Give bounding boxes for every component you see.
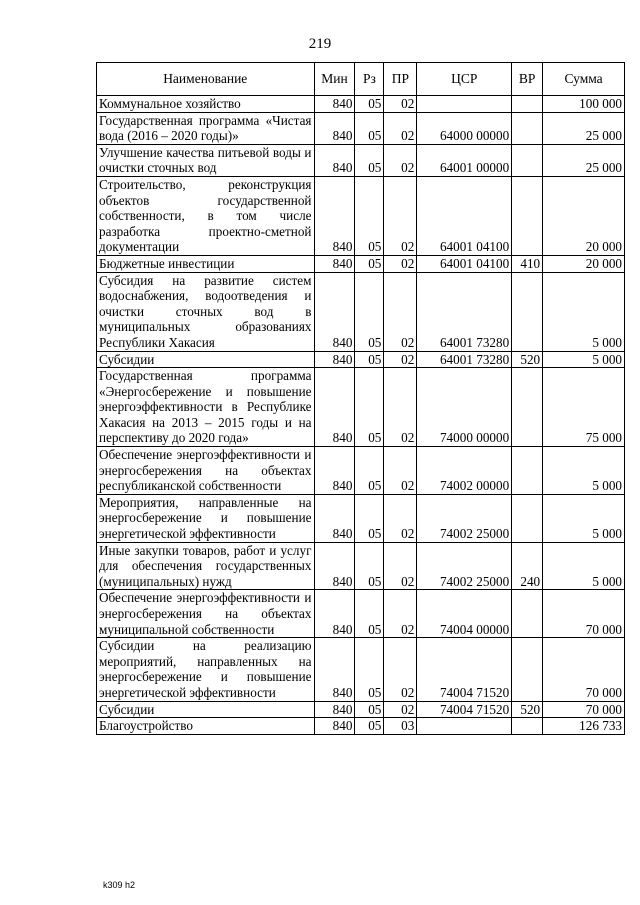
row-rz: 05	[355, 494, 384, 542]
row-rz: 05	[355, 351, 384, 368]
row-vr	[512, 718, 543, 735]
row-sum: 70 000	[543, 590, 625, 638]
row-sum: 5 000	[543, 542, 625, 590]
row-pr: 02	[384, 368, 417, 447]
row-rz: 05	[355, 701, 384, 718]
row-csr	[417, 96, 512, 113]
row-csr: 64001 04100	[417, 176, 512, 255]
row-csr: 74002 00000	[417, 447, 512, 495]
row-pr: 02	[384, 176, 417, 255]
row-name: Коммунальное хозяйство	[97, 96, 315, 113]
row-vr	[512, 272, 543, 351]
header-name: Наименование	[97, 63, 315, 96]
row-name: Субсидии на реализацию мероприятий, направленных на энергосбережение и повышение энергетической эффективности	[97, 638, 315, 701]
table-row	[97, 638, 625, 701]
page-number: 219	[308, 36, 332, 52]
row-min: 840	[314, 176, 355, 255]
row-sum: 5 000	[543, 494, 625, 542]
table-row	[97, 368, 625, 447]
row-min: 840	[314, 272, 355, 351]
row-csr: 64001 73280	[417, 272, 512, 351]
table-row	[97, 718, 625, 735]
table-row	[97, 255, 625, 272]
row-rz: 05	[355, 272, 384, 351]
row-vr	[512, 447, 543, 495]
budget-table	[96, 62, 625, 735]
table-row	[97, 590, 625, 638]
row-name: Субсидии	[97, 351, 315, 368]
row-rz: 05	[355, 255, 384, 272]
row-name: Государственная программа «Чистая вода (2016 – 2020 годы)»	[97, 112, 315, 144]
row-vr	[512, 590, 543, 638]
row-csr: 74000 00000	[417, 368, 512, 447]
row-min: 840	[314, 701, 355, 718]
row-rz: 05	[355, 590, 384, 638]
table-row	[97, 112, 625, 144]
row-min: 840	[314, 447, 355, 495]
row-csr: 74002 25000	[417, 494, 512, 542]
row-min: 840	[314, 255, 355, 272]
row-rz: 05	[355, 638, 384, 701]
row-vr	[512, 176, 543, 255]
header-vr: ВР	[512, 63, 543, 96]
row-min: 840	[314, 368, 355, 447]
row-csr: 64001 73280	[417, 351, 512, 368]
footer-code: k309 h2	[103, 880, 136, 890]
table-row	[97, 351, 625, 368]
row-pr: 02	[384, 590, 417, 638]
row-vr	[512, 96, 543, 113]
row-vr: 520	[512, 351, 543, 368]
row-min: 840	[314, 96, 355, 113]
table-row	[97, 701, 625, 718]
row-csr: 64000 00000	[417, 112, 512, 144]
table-row	[97, 494, 625, 542]
row-vr	[512, 638, 543, 701]
row-name: Улучшение качества питьевой воды и очистки сточных вод	[97, 144, 315, 176]
row-name: Благоустройство	[97, 718, 315, 735]
row-min: 840	[314, 718, 355, 735]
row-rz: 05	[355, 542, 384, 590]
row-sum: 25 000	[543, 144, 625, 176]
row-name: Строительство, реконструкция объектов государственной собственности, в том числе разработка проектно-сметной документации	[97, 176, 315, 255]
row-sum: 5 000	[543, 447, 625, 495]
row-sum: 75 000	[543, 368, 625, 447]
row-csr: 74002 25000	[417, 542, 512, 590]
header-min: Мин	[314, 63, 355, 96]
row-min: 840	[314, 638, 355, 701]
table-row	[97, 176, 625, 255]
row-pr: 02	[384, 447, 417, 495]
row-min: 840	[314, 351, 355, 368]
row-name: Субсидии	[97, 701, 315, 718]
row-min: 840	[314, 112, 355, 144]
row-sum: 70 000	[543, 701, 625, 718]
row-vr: 520	[512, 701, 543, 718]
row-min: 840	[314, 494, 355, 542]
row-pr: 02	[384, 351, 417, 368]
row-name: Мероприятия, направленные на энергосбережение и повышение энергетической эффективности	[97, 494, 315, 542]
row-min: 840	[314, 542, 355, 590]
row-csr: 74004 00000	[417, 590, 512, 638]
row-vr	[512, 494, 543, 542]
table-row	[97, 447, 625, 495]
row-pr: 02	[384, 144, 417, 176]
row-csr: 64001 00000	[417, 144, 512, 176]
row-rz: 05	[355, 96, 384, 113]
row-pr: 03	[384, 718, 417, 735]
row-name: Иные закупки товаров, работ и услуг для обеспечения государственных (муниципальных) нужд	[97, 542, 315, 590]
row-pr: 02	[384, 494, 417, 542]
table-row	[97, 272, 625, 351]
row-pr: 02	[384, 542, 417, 590]
row-pr: 02	[384, 638, 417, 701]
table-row	[97, 144, 625, 176]
row-min: 840	[314, 144, 355, 176]
row-vr	[512, 368, 543, 447]
row-vr	[512, 112, 543, 144]
row-name: Субсидия на развитие систем водоснабжения, водоотведения и очистки сточных вод в муниципальных образованиях Республики Хакасия	[97, 272, 315, 351]
header-sum: Сумма	[543, 63, 625, 96]
row-name: Обеспечение энергоэффективности и энергосбережения на объектах муниципальной собственности	[97, 590, 315, 638]
row-sum: 5 000	[543, 351, 625, 368]
row-sum: 25 000	[543, 112, 625, 144]
header-rz: Рз	[355, 63, 384, 96]
row-sum: 20 000	[543, 176, 625, 255]
row-rz: 05	[355, 447, 384, 495]
row-sum: 126 733	[543, 718, 625, 735]
row-csr: 74004 71520	[417, 701, 512, 718]
row-csr: 64001 04100	[417, 255, 512, 272]
header-csr: ЦСР	[417, 63, 512, 96]
row-name: Обеспечение энергоэффективности и энергосбережения на объектах республиканской собственности	[97, 447, 315, 495]
row-pr: 02	[384, 255, 417, 272]
row-rz: 05	[355, 718, 384, 735]
row-vr	[512, 144, 543, 176]
row-vr: 240	[512, 542, 543, 590]
row-rz: 05	[355, 368, 384, 447]
row-pr: 02	[384, 272, 417, 351]
row-csr: 74004 71520	[417, 638, 512, 701]
row-name: Бюджетные инвестиции	[97, 255, 315, 272]
row-rz: 05	[355, 112, 384, 144]
row-sum: 20 000	[543, 255, 625, 272]
row-sum: 100 000	[543, 96, 625, 113]
row-pr: 02	[384, 112, 417, 144]
row-pr: 02	[384, 96, 417, 113]
row-sum: 5 000	[543, 272, 625, 351]
table-row	[97, 96, 625, 113]
row-rz: 05	[355, 176, 384, 255]
header-pr: ПР	[384, 63, 417, 96]
row-name: Государственная программа «Энергосбережение и повышение энергоэффективности в Республике Хакасия на 2013 – 2015 годы и на перспективу до 2020 года»	[97, 368, 315, 447]
row-min: 840	[314, 590, 355, 638]
table-header-row	[97, 63, 625, 96]
row-sum: 70 000	[543, 638, 625, 701]
row-rz: 05	[355, 144, 384, 176]
row-pr: 02	[384, 701, 417, 718]
table-row	[97, 542, 625, 590]
row-vr: 410	[512, 255, 543, 272]
row-csr	[417, 718, 512, 735]
